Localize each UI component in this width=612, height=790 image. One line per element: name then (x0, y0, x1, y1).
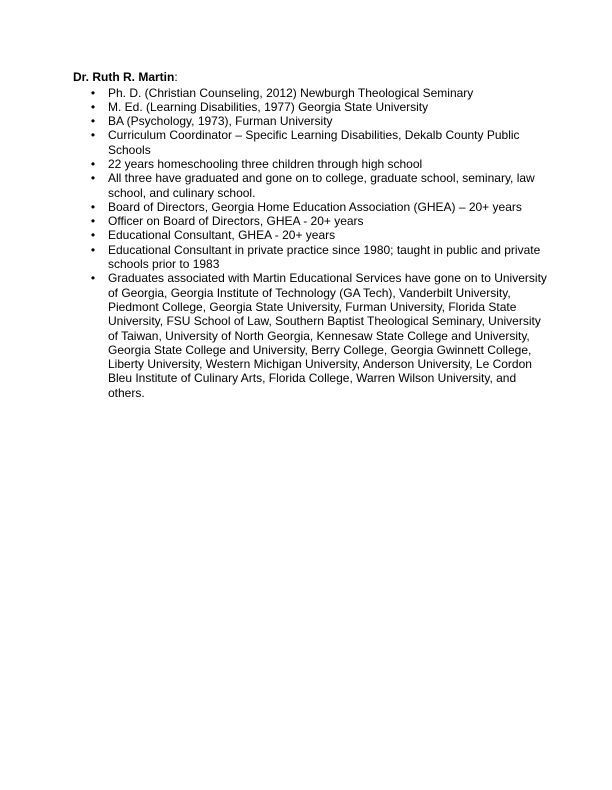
bullet-icon: • (90, 156, 96, 171)
bullet-icon: • (90, 214, 96, 229)
list-item (73, 100, 553, 114)
person-name: Dr. Ruth R. Martin (73, 70, 175, 84)
bullet-icon: • (90, 271, 96, 286)
list-item-text: All three have graduated and gone on to college, graduate school, seminary, law school, and culinary school. (108, 171, 535, 200)
bio-heading (73, 70, 553, 85)
bullet-icon: • (90, 128, 96, 143)
list-item-text: Educational Consultant, GHEA - 20+ years (108, 228, 336, 243)
list-item-text: M. Ed. (Learning Disabilities, 1977) Georgia State University (108, 99, 429, 114)
list-item (73, 86, 553, 100)
document-page (73, 70, 553, 400)
list-item-text: Graduates associated with Martin Educational Services have gone on to University of Georgia, Georgia Institute of Technology (GA Tech), Vanderbilt University, Piedmont College, Georgia State University, Furman University, Florida State University, FSU School of Law, Southern Baptist Theological Seminary, University of Taiwan, University of North Georgia, Kennesaw State College and University, Georgia State College and University, Berry College, Georgia Gwinnett College, Liberty University, Western Michigan University, Anderson University, Le Cordon Bleu Institute of Culinary Arts, Florida College, Warren Wilson University, and others. (108, 271, 547, 400)
list-item (73, 271, 553, 400)
list-item (73, 157, 553, 171)
bullet-icon: • (90, 99, 96, 114)
credentials-list (73, 86, 553, 401)
list-item (73, 228, 553, 242)
bullet-icon: • (90, 171, 96, 186)
list-item-text: Officer on Board of Directors, GHEA - 20+ years (108, 214, 364, 229)
bullet-icon: • (90, 228, 96, 243)
bullet-icon: • (90, 199, 96, 214)
list-item-text: Board of Directors, Georgia Home Education Association (GHEA) – 20+ years (108, 199, 522, 214)
list-item-text: 22 years homeschooling three children through high school (108, 156, 423, 171)
list-item (73, 200, 553, 214)
list-item-text: Educational Consultant in private practice since 1980; taught in public and private schools prior to 1983 (108, 242, 541, 272)
bullet-icon: • (90, 85, 96, 100)
list-item-text: Ph. D. (Christian Counseling, 2012) Newburgh Theological Seminary (108, 85, 474, 100)
list-item (73, 128, 553, 157)
list-item (73, 114, 553, 128)
heading-colon: : (174, 70, 178, 84)
list-item (73, 214, 553, 228)
list-item-text: BA (Psychology, 1973), Furman University (108, 114, 333, 129)
list-item (73, 171, 553, 200)
list-item (73, 243, 553, 272)
bullet-icon: • (90, 114, 96, 129)
list-item-text: Curriculum Coordinator – Specific Learning Disabilities, Dekalb County Public Schools (108, 128, 520, 157)
bullet-icon: • (90, 242, 96, 257)
